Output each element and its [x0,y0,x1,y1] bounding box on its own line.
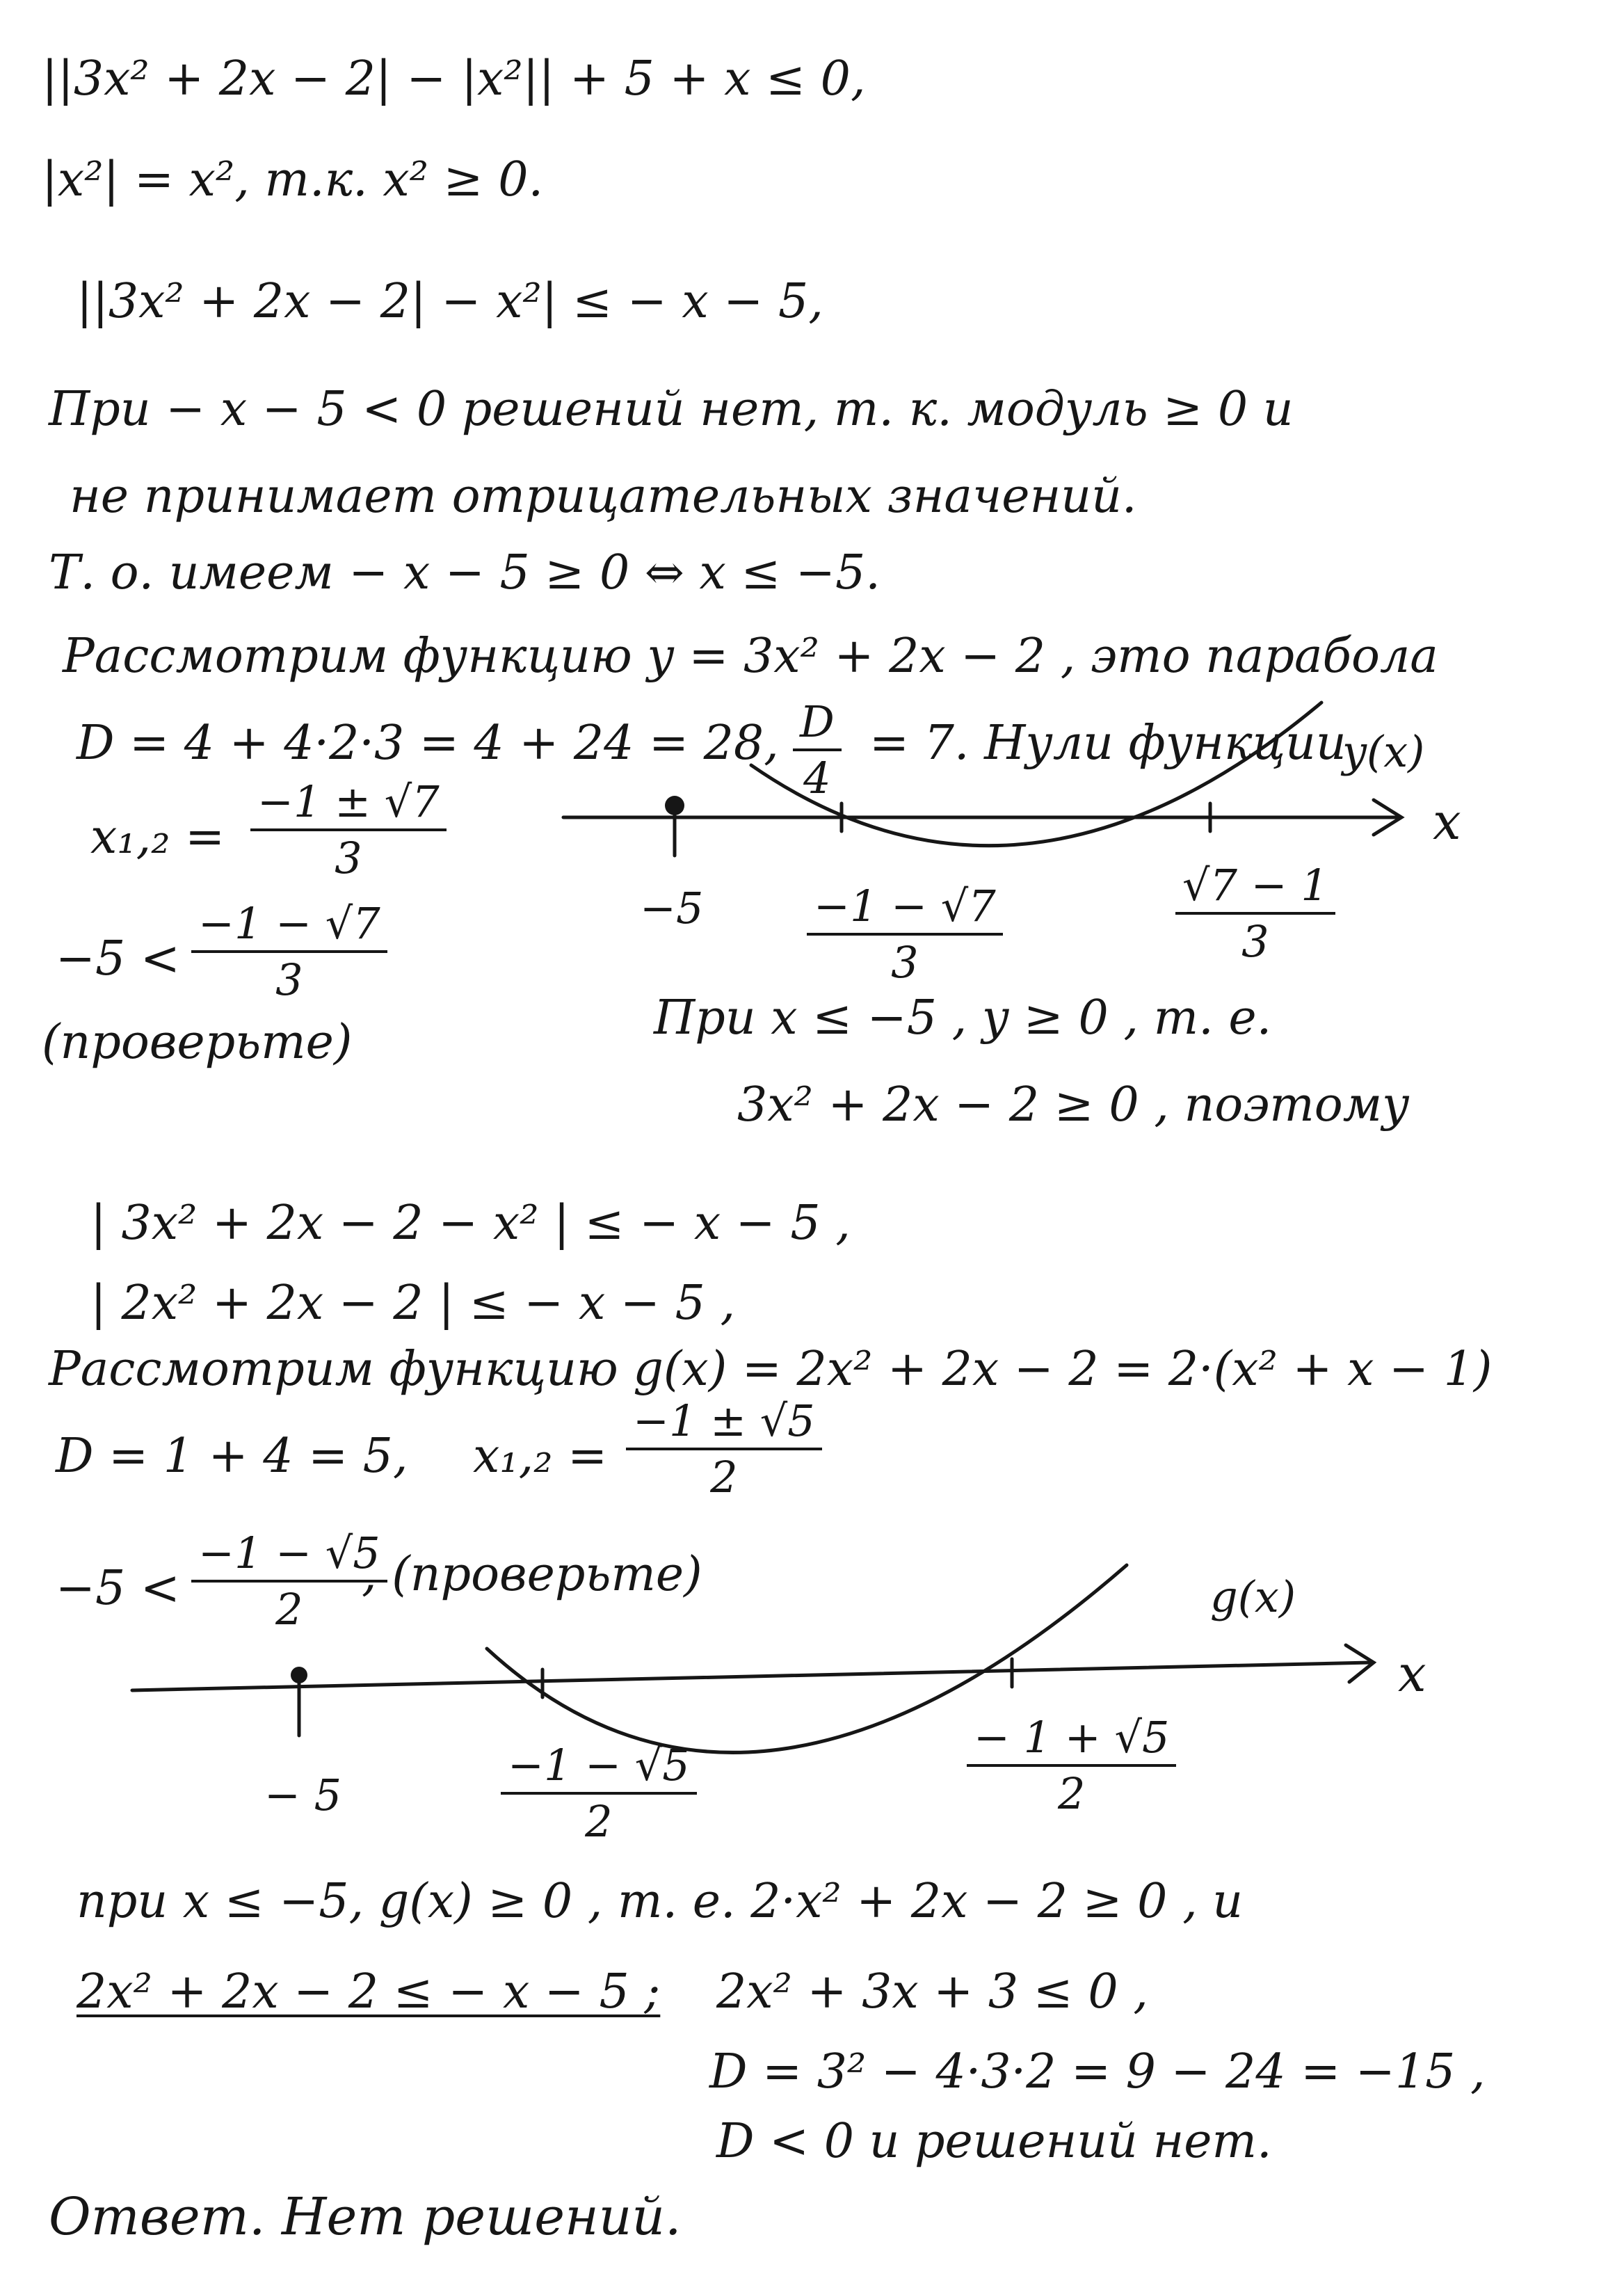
line-inequality: ||3x² + 2x − 2| − |x²|| + 5 + x ≤ 0, [42,51,866,106]
line-discriminant-g: D = 1 + 4 = 5, [56,1429,408,1484]
line-check-note-1: (проверьте) [42,1015,353,1070]
line-no-solutions-case: При − x − 5 < 0 решений нет, т. к. модуль ≥ 0 и [49,382,1294,437]
line-roots-y: x₁,₂ = [90,810,225,865]
line-abs-x-squared: |x²| = x², т.к. x² ≥ 0. [42,152,544,207]
x-axis-line-2 [132,1663,1370,1690]
line-discriminant-y: D = 4 + 4·2·3 = 4 + 24 = 28, [77,716,779,771]
line-roots-g-label: x₁,₂ = [473,1429,608,1484]
endpoint-dot-2 [291,1667,307,1683]
line-reduced-abs: | 2x² + 2x − 2 | ≤ − x − 5 , [90,1276,736,1331]
line-thus-condition: Т. о. имеем − x − 5 ≥ 0 ⇔ x ≤ −5. [49,545,881,600]
function-label-y: y(x) [1342,726,1425,777]
fraction-compare-root-g: $\frac{-1 - √5}{2}$ [191,1530,387,1632]
line-rewritten-inequality: ||3x² + 2x − 2| − x²| ≤ − x − 5, [77,274,823,329]
tick-label-minus5-1: −5 [640,883,704,934]
root-label-right-g: $\frac{- 1 + √5}{2}$ [967,1715,1176,1816]
root-label-left-g: $\frac{-1 - √5}{2}$ [501,1743,697,1844]
line-no-solutions-final: D < 0 и решений нет. [716,2114,1272,2169]
line-when-x-le-minus5-g: при x ≤ −5, g(x) ≥ 0 , т. е. 2·x² + 2x − 2 ≥ 0 , и [77,1874,1244,1929]
endpoint-dot-1 [665,796,684,815]
fraction-roots-g: $\frac{-1 \pm √5}{2}$ [626,1398,822,1500]
line-final-inequality: 2x² + 2x − 2 ≤ − x − 5 ; [77,1964,661,2019]
line-when-x-le-minus5-y: При x ≤ −5 , y ≥ 0 , т. е. [654,991,1272,1046]
function-label-g: g(x) [1210,1571,1296,1622]
line-zeros-of-function: = 7. Нули функции [869,716,1346,771]
fraction-roots-y: $\frac{-1 \pm √7}{3}$ [250,779,447,881]
fraction-compare-root-y: $\frac{-1 - √7}{3}$ [191,901,387,1002]
axis-label-x-1: x [1433,792,1461,851]
line-quadratic-nonneg: 3x² + 2x − 2 ≥ 0 , поэтому [737,1078,1410,1132]
fraction-d-over-4: $\frac{D}{4}$ [793,699,842,801]
answer-line: Ответ. Нет решений. [49,2187,682,2247]
line-consider-function-y: Рассмотрим функцию y = 3x² + 2x − 2 , это парабола [63,629,1438,684]
line-not-negative: не принимает отрицательных значений. [70,469,1137,524]
line-simplified-abs: | 3x² + 2x − 2 − x² | ≤ − x − 5 , [90,1196,851,1251]
line-compare-minus5-y: −5 < [56,931,180,986]
line-consider-function-g: Рассмотрим функцию g(x) = 2x² + 2x − 2 = 2·(x² + x − 1) [49,1342,1493,1397]
root-label-right-y: $\frac{√7 - 1}{3}$ [1175,863,1335,964]
axis-label-x-2: x [1398,1644,1426,1703]
root-label-left-y: $\frac{-1 - √7}{3}$ [807,883,1003,985]
parabola-curve-y [751,703,1321,846]
line-check-note-2: , (проверьте) [362,1547,702,1602]
line-combined-quadratic: 2x² + 3x + 3 ≤ 0 , [716,1964,1148,2019]
tick-label-minus5-2: − 5 [264,1770,342,1820]
line-compare-minus5-g: −5 < [56,1561,180,1616]
line-discriminant-final: D = 3² − 4·3·2 = 9 − 24 = −15 , [709,2044,1486,2099]
